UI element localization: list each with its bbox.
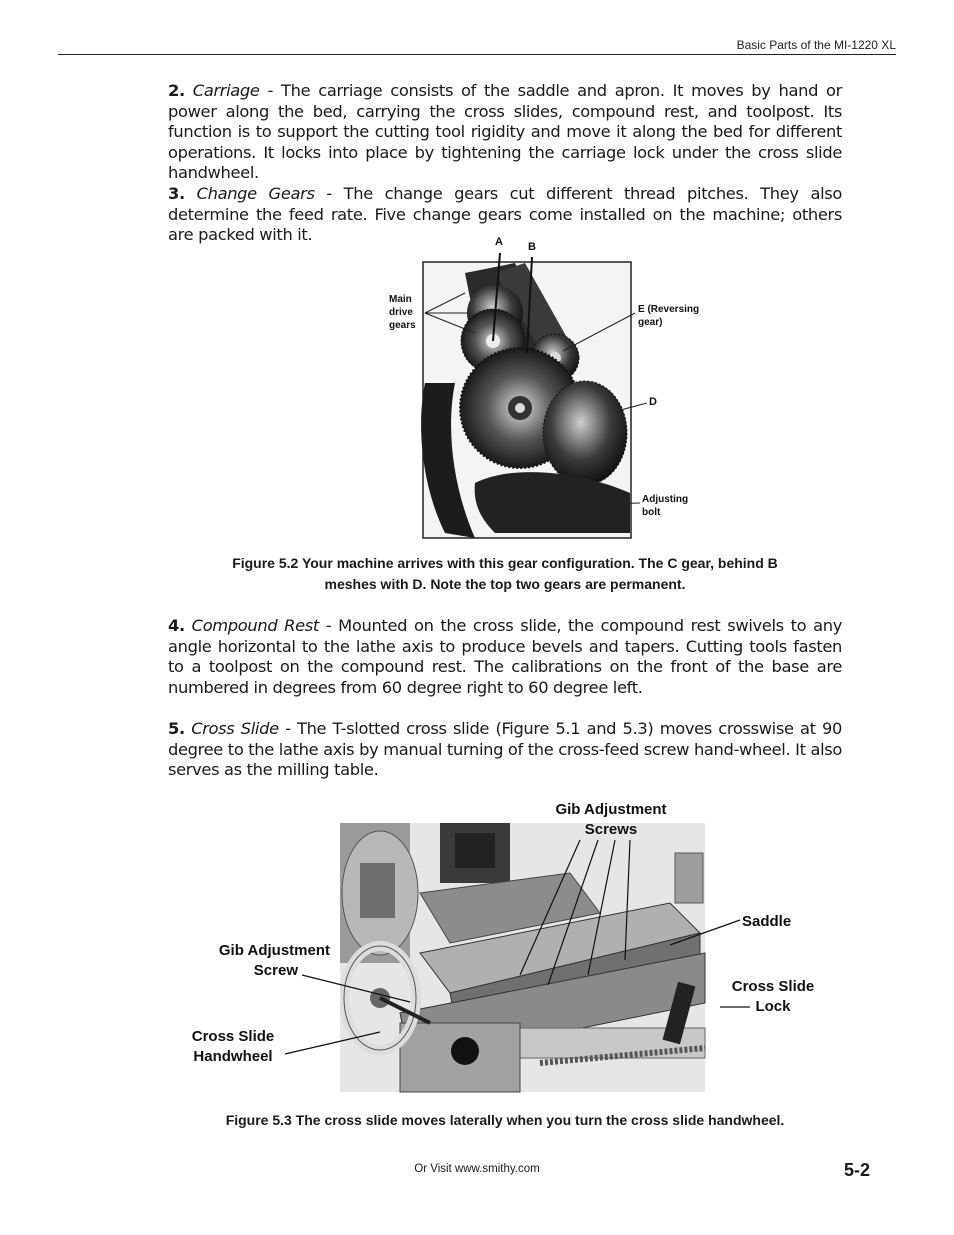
gear-label-a: A (495, 236, 503, 248)
section-compound-rest (168, 616, 842, 698)
figure-5-2-caption (168, 553, 842, 595)
section-text: - The T-slotted cross slide (Figure 5.1 and 5.3) moves crosswise at 90 degree to the lathe axis by manual turning of the cross-feed screw hand-wheel. It also serves as the milling table. (168, 719, 843, 780)
gear-label-e: gear) (638, 317, 663, 328)
gear-label-main-drive: Main (389, 294, 412, 305)
section-number: 3. (168, 184, 185, 203)
callout-line: Gib Adjustment (218, 942, 330, 959)
gear-label-main-drive: gears (389, 320, 416, 331)
gear-label-adjusting-bolt: Adjusting (642, 494, 689, 505)
page-number: 5-2 (843, 1160, 870, 1180)
section-number: 2. (168, 81, 185, 100)
section-text: - The carriage consists of the saddle and apron. It moves by hand or power along the bed, carrying the cross slides, compound rest, and toolpost. Its function is to support the cutting tool rigidity and move it along the bed for different operations. It locks into place by tightening the carriage lock under the cross slide handwheel. (168, 81, 842, 183)
section-text: - Mounted on the cross slide, the compound rest swivels to any angle horizontal to the lathe axis to produce bevels and tapers. Cutting tools fasten to a toolpost on the compound rest. The calibrations on the front of the base are numbered in degrees from 60 degree right to 60 degree left. (168, 616, 842, 697)
callout-line: Cross Slide (731, 978, 815, 995)
callout-line: Screws (584, 821, 638, 838)
callout-cross-slide-lock (728, 977, 818, 1017)
callout-line: Cross Slide (191, 1028, 275, 1045)
gear-label-b: B (528, 241, 536, 253)
caption-line: Figure 5.2 Your machine arrives with this gear configuration. The C gear, behind B (232, 555, 778, 571)
callout-line: Lock (755, 998, 791, 1015)
gear-label-e: E (Reversing (638, 304, 700, 315)
section-carriage (168, 81, 842, 184)
section-number: 4. (168, 616, 185, 635)
callout-cross-slide-handwheel (188, 1027, 278, 1067)
callout-line: Handwheel (193, 1048, 273, 1065)
callout-saddle: Saddle (742, 913, 792, 930)
section-term: Cross Slide (191, 719, 279, 738)
gear-label-main-drive: drive (389, 307, 413, 318)
section-cross-slide (168, 719, 842, 781)
section-text: - The change gears cut different thread pitches. They also determine the feed rate. Five change gears come installed on the machine; others are packed with it. (168, 184, 842, 245)
section-term: Carriage (192, 81, 260, 100)
gear-label-adjusting-bolt: bolt (642, 507, 661, 518)
footer-website: Or Visit www.smithy.com (414, 1163, 540, 1175)
callout-line: Screw (253, 962, 298, 979)
figure-5-2-gear-photo (385, 233, 705, 543)
caption-line: meshes with D. Note the top two gears are permanent. (324, 576, 686, 592)
gear-label-d: D (649, 396, 657, 408)
figure-5-3-callout-lines (280, 830, 750, 1070)
figure-5-3-caption: Figure 5.3 The cross slide moves laterally when you turn the cross slide handwheel. (225, 1112, 785, 1128)
section-number: 5. (168, 719, 185, 738)
callout-line: Gib Adjustment (555, 801, 667, 818)
running-header: Basic Parts of the MI-1220 XL (736, 38, 896, 52)
callout-gib-adjustment-screws (553, 800, 669, 840)
callout-gib-adjustment-screw (214, 941, 330, 981)
header-divider (58, 54, 896, 55)
section-term: Compound Rest (191, 616, 319, 635)
section-term: Change Gears (196, 184, 315, 203)
